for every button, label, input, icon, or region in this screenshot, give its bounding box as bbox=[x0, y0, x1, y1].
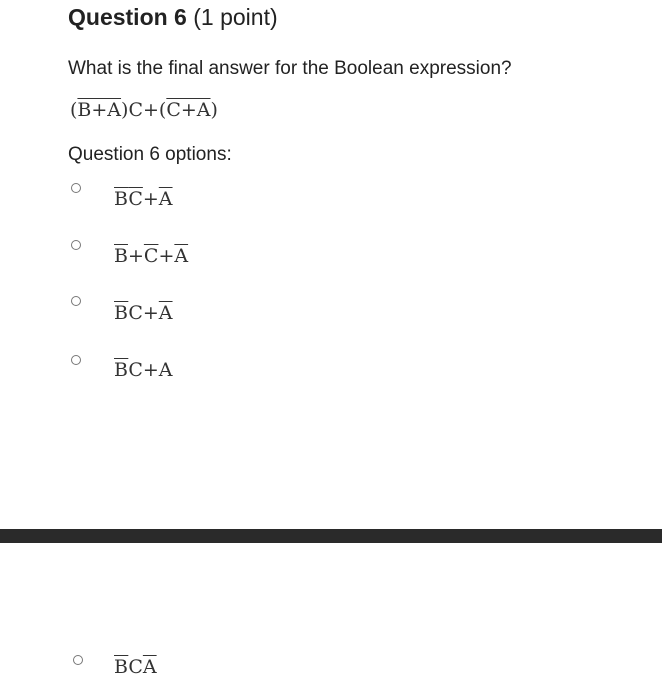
option-1-term-b: $\overline{B}$ bbox=[114, 188, 129, 210]
question-prompt: What is the final answer for the Boolean expression? bbox=[68, 58, 512, 79]
option-2-plus-2: + bbox=[158, 245, 175, 267]
boolean-expression bbox=[70, 99, 218, 121]
option-3-term-a: $\overline{A}$ bbox=[158, 302, 173, 324]
option-5-term-c: C bbox=[128, 656, 143, 678]
question-number: Question 6 bbox=[68, 4, 187, 30]
question-points: (1 point) bbox=[193, 4, 278, 30]
option-2-term-c: $\overline{C}$ bbox=[143, 245, 159, 267]
option-4-label bbox=[114, 359, 173, 381]
option-5-radio[interactable] bbox=[73, 655, 83, 665]
options-label: Question 6 options: bbox=[68, 144, 232, 165]
option-2-term-b: $\overline{B}$ bbox=[114, 245, 128, 267]
section-divider bbox=[0, 529, 662, 543]
option-5-term-b: $\overline{B}$ bbox=[114, 656, 129, 678]
expr-negated-c-plus-a: C+A bbox=[166, 99, 211, 121]
expr-close-paren: ) bbox=[210, 99, 218, 121]
option-4-radio[interactable] bbox=[71, 355, 81, 365]
option-2-radio[interactable] bbox=[71, 240, 81, 250]
option-3-label bbox=[114, 302, 173, 324]
option-4-rest: C+A bbox=[128, 359, 173, 381]
option-3-term-b: $\overline{B}$ bbox=[114, 302, 129, 324]
option-3-radio[interactable] bbox=[71, 296, 81, 306]
option-5-term-a: $\overline{A}$ bbox=[142, 656, 157, 678]
option-2-plus-1: + bbox=[127, 245, 144, 267]
option-1-plus: + bbox=[142, 188, 159, 210]
expr-negated-b-plus-a: B+A bbox=[77, 99, 122, 121]
option-2-term-a: $\overline{A}$ bbox=[174, 245, 189, 267]
option-1-term-c: $\overline{C}$ bbox=[128, 188, 143, 210]
option-2-label bbox=[114, 245, 188, 267]
expr-open-paren: ( bbox=[70, 99, 78, 121]
option-1-label bbox=[114, 188, 173, 210]
option-1-term-a: $\overline{A}$ bbox=[158, 188, 173, 210]
option-4-term-b: $\overline{B}$ bbox=[114, 359, 129, 381]
option-1-radio[interactable] bbox=[71, 183, 81, 193]
expr-middle: )C+( bbox=[121, 99, 167, 121]
option-3-rest: C+ bbox=[128, 302, 159, 324]
question-title bbox=[68, 4, 278, 31]
option-5-label bbox=[114, 656, 157, 678]
